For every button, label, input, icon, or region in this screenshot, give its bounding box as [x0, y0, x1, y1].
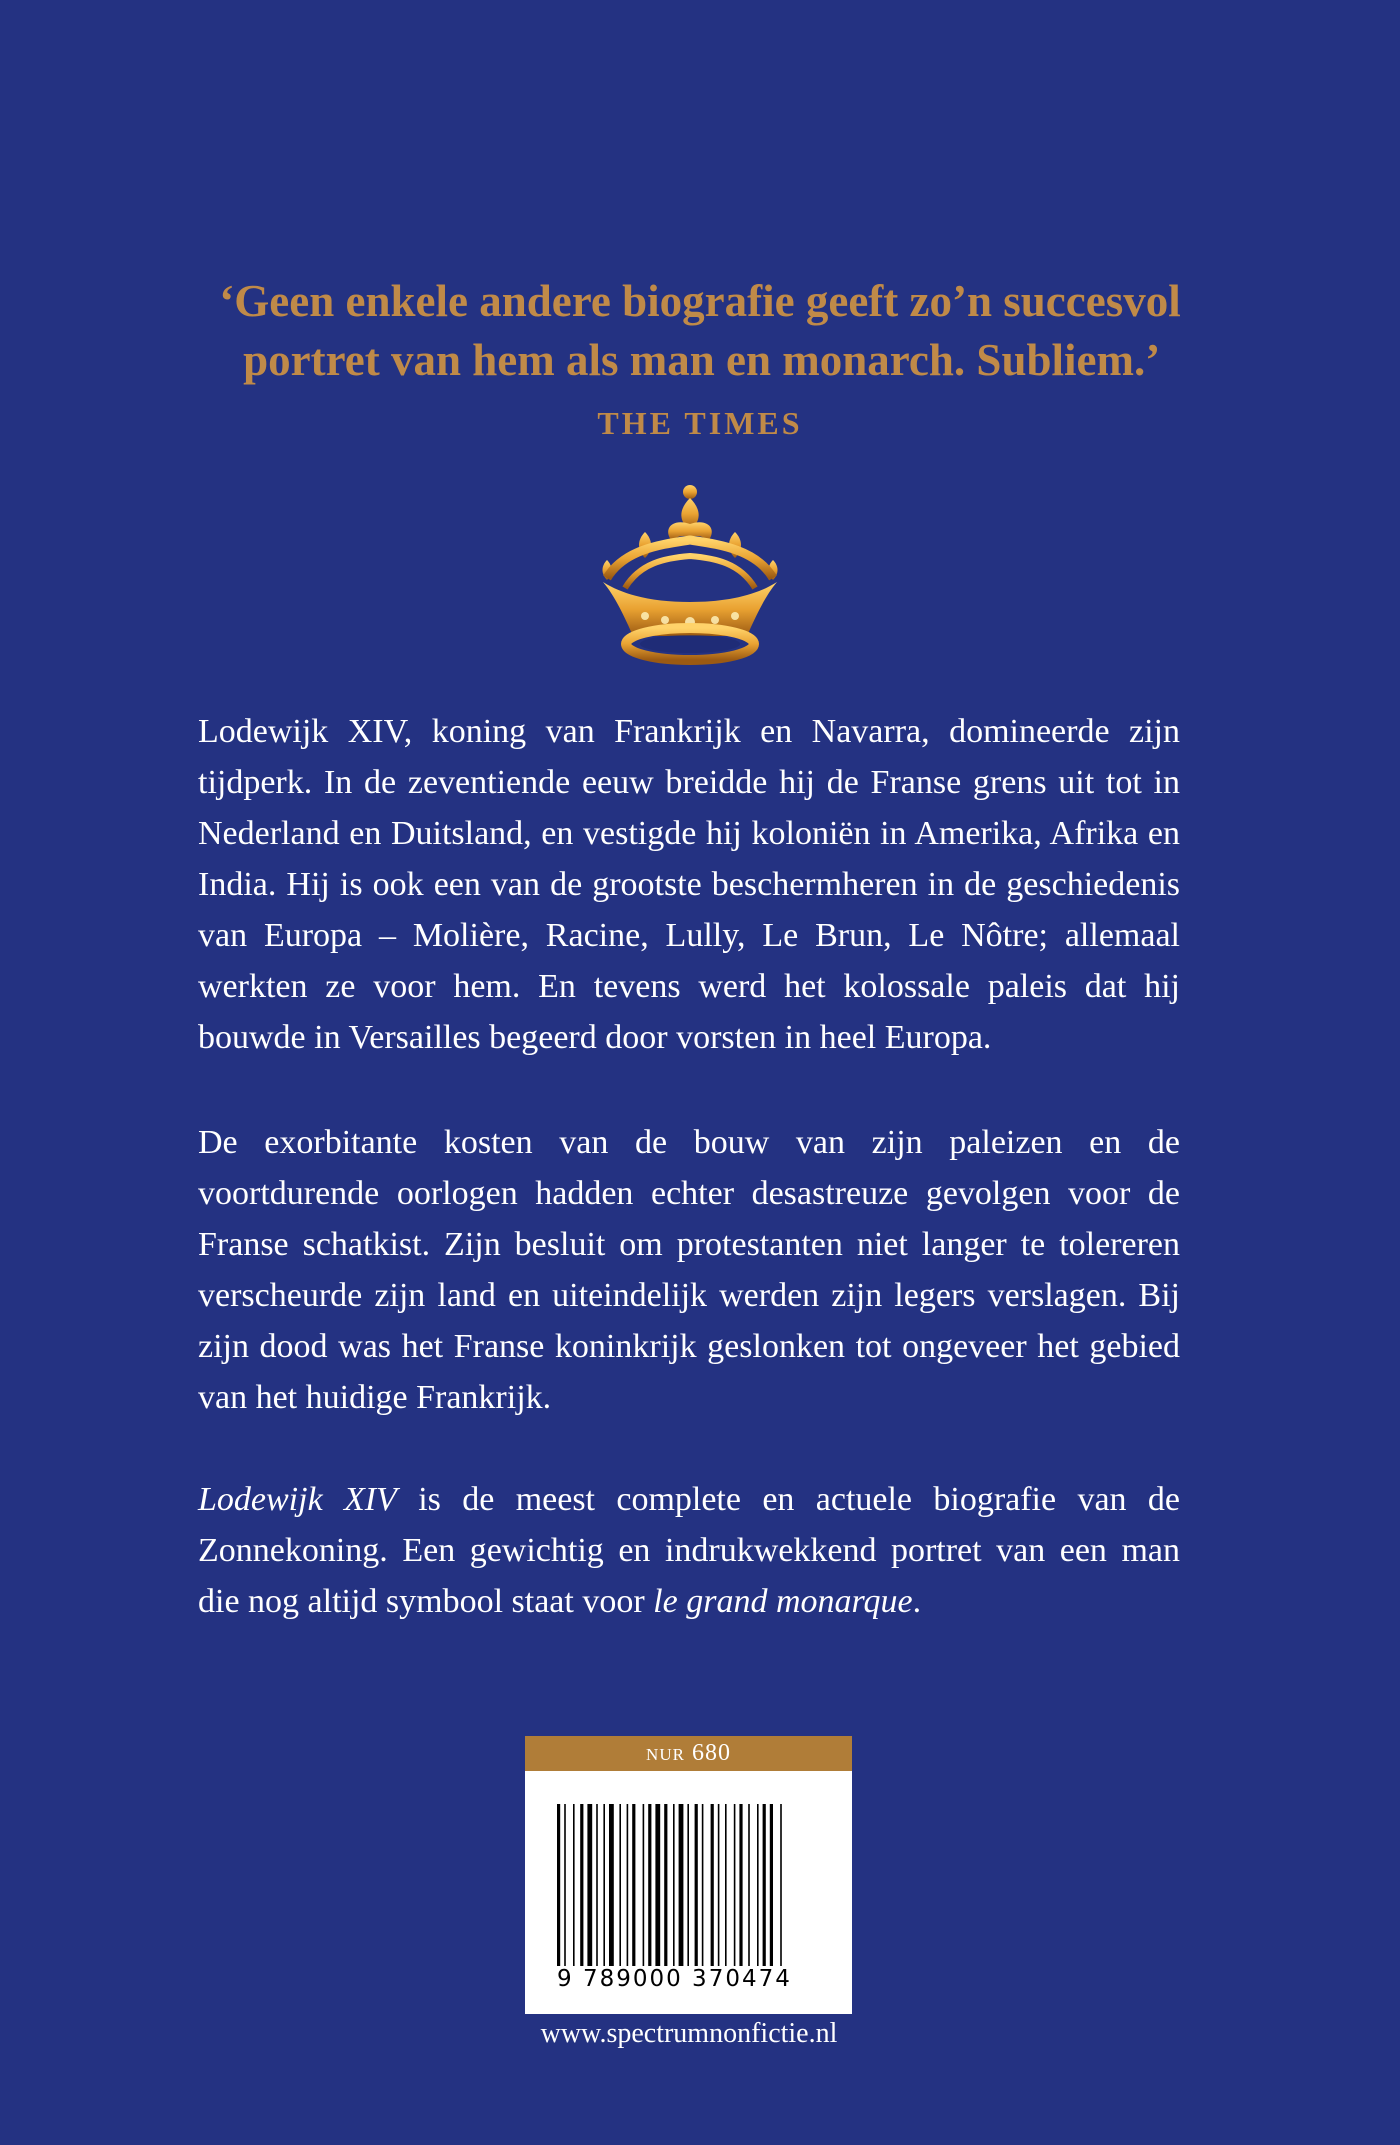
- barcode-icon: [555, 1804, 823, 1966]
- isbn-number: 9 789000 370474: [557, 1966, 792, 1992]
- website-url: www.spectrumnonfictie.nl: [540, 2018, 838, 2049]
- description-paragraph-3: [198, 1474, 1180, 1627]
- quote-text: ‘Geen enkele andere biografie geeft zo’n succesvol portret van hem als man en monarch. Subliem.’: [219, 276, 1181, 385]
- nur-band: [525, 1736, 852, 1771]
- grand-monarque-phrase: le grand monarque: [653, 1583, 913, 1620]
- barcode-label: [525, 1736, 852, 2014]
- nur-label: nur: [646, 1740, 685, 1766]
- paragraph-3-end: .: [912, 1583, 922, 1620]
- quote-source: THE TIMES: [597, 405, 803, 441]
- description-paragraph-2: De exorbitante kosten van de bouw van zijn paleizen en de voortdurende oorlogen hadden echter desastreuze gevolgen voor de Franse schatkist. Zijn besluit om protestanten niet langer te tolereren verscheurde zijn land en uiteindelijk werden zijn legers verslagen. Bij zijn dood was het Franse koninkrijk geslonken tot ongeveer het gebied van het huidige Frankrijk.: [198, 1124, 1180, 1416]
- crown-icon: [585, 478, 795, 668]
- quote: [200, 272, 1200, 453]
- paragraph-3-text: is de meest complete en actuele biografie van de Zonnekoning. Een gewichtig en indrukwekkend portret van een man die nog altijd symbool staat voor: [198, 1481, 1180, 1620]
- book-title: Lodewijk XIV: [198, 1481, 397, 1518]
- nur-code: 680: [691, 1740, 731, 1766]
- description-paragraph-1: Lodewijk XIV, koning van Frankrijk en Navarra, domineerde zijn tijdperk. In de zeventiende eeuw breidde hij de Franse grens uit tot in Nederland en Duitsland, en vestigde hij koloniën in Amerika, Afrika en India. Hij is ook een van de grootste beschermheren in de geschiedenis van Europa – Molière, Racine, Lully, Le Brun, Le Nôtre; allemaal werkten ze voor hem. En tevens werd het kolossale paleis dat hij bouwde in Versailles begeerd door vorsten in heel Europa.: [198, 713, 1180, 1056]
